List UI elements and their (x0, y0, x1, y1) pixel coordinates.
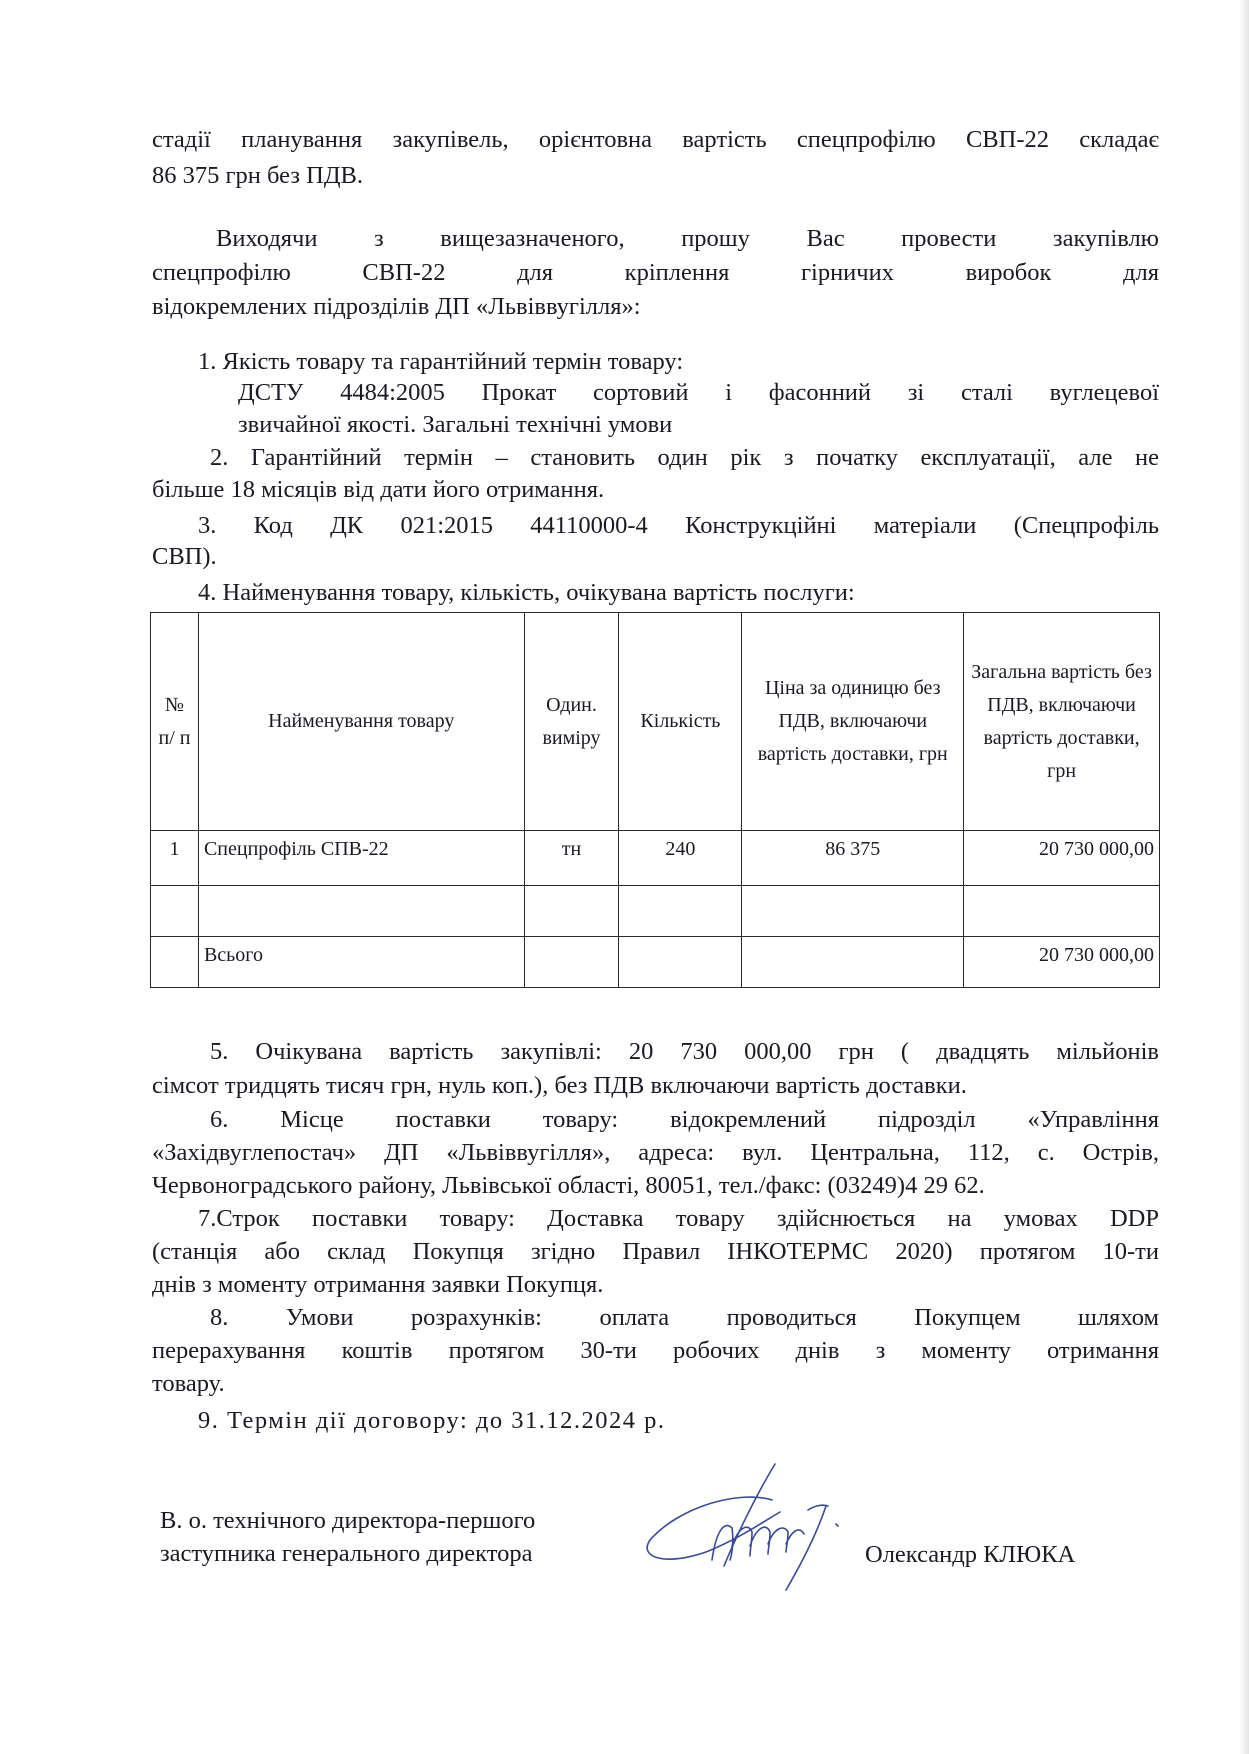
cell-unit-price (742, 886, 964, 937)
table-row (151, 831, 1160, 886)
header-quantity: Кількість (619, 613, 742, 831)
intro-line-2: 86 375 грн без ПДВ. (152, 162, 364, 189)
signatory-position-line-2: заступника генерального директора (160, 1540, 533, 1567)
cell-quantity: 240 (619, 831, 742, 886)
signatory-position-line-1: В. о. технічного директора-першого (160, 1507, 536, 1534)
handwritten-signature (640, 1462, 920, 1592)
cell-empty (151, 937, 199, 988)
cell-total-price (964, 886, 1160, 937)
item8-line-3: товару. (152, 1370, 225, 1397)
item8-line-1: 8. Умови розрахунків: оплата проводиться Покупцем шляхом (210, 1304, 1159, 1331)
table-total-row (151, 937, 1160, 988)
cell-unit-price: 86 375 (742, 831, 964, 886)
item1-line-1: 1. Якість товару та гарантійний термін товару: (198, 348, 684, 375)
table-header-row (151, 613, 1160, 831)
cell-empty (524, 937, 619, 988)
item7-line-2: (станція або склад Покупця згідно Правил ІНКОТЕРМС 2020) протягом 10-ти (152, 1238, 1159, 1265)
cell-empty (742, 937, 964, 988)
item6-line-2: «Західвуглепостач» ДП «Львіввугілля», адреса: вул. Центральна, 112, с. Острів, (152, 1139, 1159, 1166)
cell-number: 1 (151, 831, 199, 886)
goods-table (150, 612, 1160, 988)
item5-line-1: 5. Очікувана вартість закупівлі: 20 730 000,00 грн ( двадцять мільйонів (210, 1038, 1159, 1065)
header-unit-price: Ціна за одиницю без ПДВ, включаючи вартість доставки, грн (742, 613, 964, 831)
item9-line: 9. Термін дії договору: до 31.12.2024 р. (198, 1407, 666, 1434)
item3-line-2: СВП). (152, 543, 217, 570)
header-total-price: Загальна вартість без ПДВ, включаючи вартість доставки, грн (964, 613, 1160, 831)
cell-item-name: Спецпрофіль СПВ-22 (198, 831, 524, 886)
item1-line-2: ДСТУ 4484:2005 Прокат сортовий і фасонний зі сталі вуглецевої (238, 379, 1159, 406)
scan-edge-shadow (1239, 0, 1249, 1754)
cell-unit (524, 886, 619, 937)
cell-total-label: Всього (198, 937, 524, 988)
item6-line-1: 6. Місце поставки товару: відокремлений підрозділ «Управління (210, 1106, 1159, 1133)
item2-line-1: 2. Гарантійний термін – становить один рік з початку експлуатації, але не (210, 444, 1159, 471)
header-unit: Один. виміру (524, 613, 619, 831)
item7-line-3: днів з моменту отримання заявки Покупця. (152, 1271, 604, 1298)
item1-line-3: звичайної якості. Загальні технічні умови (238, 411, 673, 438)
cell-grand-total: 20 730 000,00 (964, 937, 1160, 988)
cell-empty (619, 937, 742, 988)
cell-number (151, 886, 199, 937)
signatory-name: Олександр КЛЮКА (865, 1541, 1076, 1568)
cell-quantity (619, 886, 742, 937)
cell-item-name (198, 886, 524, 937)
cell-total-price: 20 730 000,00 (964, 831, 1160, 886)
item2-line-2: більше 18 місяців від дати його отримання. (152, 476, 605, 503)
item7-line-1: 7.Строк поставки товару: Доставка товару здійснюється на умовах DDP (198, 1205, 1159, 1232)
request-line-1: Виходячи з вищезазначеного, прошу Вас провести закупівлю (216, 225, 1159, 252)
intro-line-1: стадії планування закупівель, орієнтовна вартість спецпрофілю СВП-22 складає (152, 126, 1159, 153)
request-line-2: спецпрофілю СВП-22 для кріплення гірничих виробок для (152, 259, 1159, 286)
item6-line-3: Червоноградського району, Львівської області, 80051, тел./факс: (03249)4 29 62. (152, 1172, 985, 1199)
item4-heading: 4. Найменування товару, кількість, очікувана вартість послуги: (198, 579, 855, 606)
table-row-empty (151, 886, 1160, 937)
header-number: № п/ п (151, 613, 199, 831)
item5-line-2: сімсот тридцять тисяч грн, нуль коп.), без ПДВ включаючи вартість доставки. (152, 1072, 967, 1099)
header-item-name: Найменування товару (198, 613, 524, 831)
item8-line-2: перерахування коштів протягом 30-ти робочих днів з моменту отримання (152, 1337, 1159, 1364)
cell-unit: тн (524, 831, 619, 886)
item3-line-1: 3. Код ДК 021:2015 44110000-4 Конструкційні матеріали (Спецпрофіль (198, 512, 1159, 539)
request-line-3: відокремлених підрозділів ДП «Львіввугілля»: (152, 293, 641, 320)
